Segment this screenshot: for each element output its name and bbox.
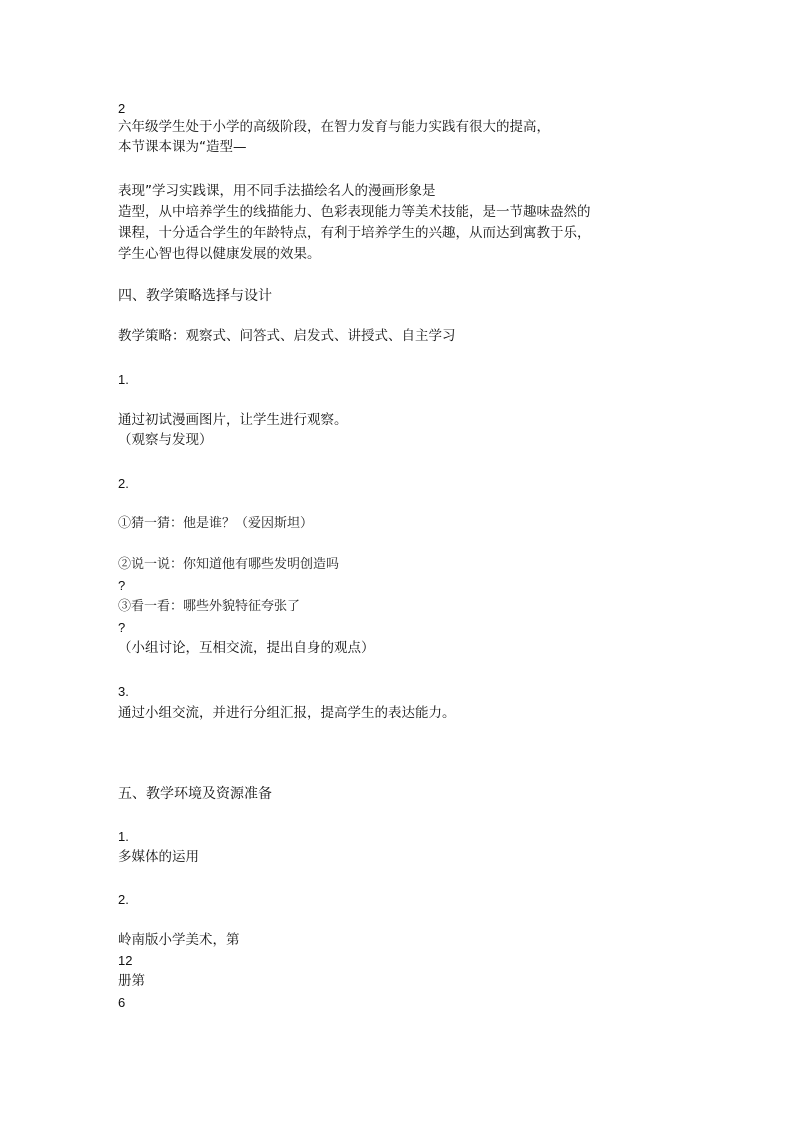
paragraph-line: 造型，从中培养学生的线描能力、色彩表现能力等美术技能，是一节趣味盎然的 (118, 204, 591, 220)
list-item-text: （小组讨论，互相交流，提出自身的观点） (118, 640, 375, 656)
list-number: 1. (118, 372, 129, 387)
list-item-text: 12 (118, 953, 133, 968)
list-item-text: （观察与发现） (118, 432, 213, 448)
paragraph-line: 六年级学生处于小学的高级阶段，在智力发育与能力实践有很大的提高， (118, 119, 550, 135)
strategy-line: 教学策略：观察式、问答式、启发式、讲授式、自主学习 (118, 328, 456, 344)
list-number: 1. (118, 829, 129, 844)
paragraph-line: 表现”学习实践课，用不同手法描绘名人的漫画形象是 (118, 183, 436, 199)
question-mark: ? (118, 620, 126, 635)
list-item-text: 通过小组交流，并进行分组汇报，提高学生的表达能力。 (118, 705, 456, 721)
paragraph-line: 学生心智也得以健康发展的效果。 (118, 246, 321, 262)
list-item-text: 多媒体的运用 (118, 849, 199, 865)
list-number: 2. (118, 476, 129, 491)
section-heading: 五、教学环境及资源准备 (118, 786, 272, 802)
list-item-text: ②说一说：你知道他有哪些发明创造吗 (118, 557, 340, 572)
page-number-marker: 2 (118, 101, 126, 116)
list-number: 2. (118, 892, 129, 907)
list-item-text: 册第 (118, 973, 145, 989)
list-number: 3. (118, 684, 129, 699)
list-item-text: 通过初试漫画图片，让学生进行观察。 (118, 412, 348, 428)
paragraph-line: 本节课本课为“造型— (118, 139, 247, 155)
section-heading: 四、教学策略选择与设计 (118, 288, 272, 304)
list-item-text: ①猜一猜：他是谁？（爱因斯坦） (118, 516, 314, 531)
list-item-text: 6 (118, 995, 126, 1010)
question-mark: ? (118, 578, 126, 593)
paragraph-line: 课程，十分适合学生的年龄特点，有利于培养学生的兴趣，从而达到寓教于乐， (118, 225, 591, 241)
list-item-text: 岭南版小学美术，第 (118, 932, 240, 948)
list-item-text: ③看一看：哪些外貌特征夸张了 (118, 599, 301, 614)
